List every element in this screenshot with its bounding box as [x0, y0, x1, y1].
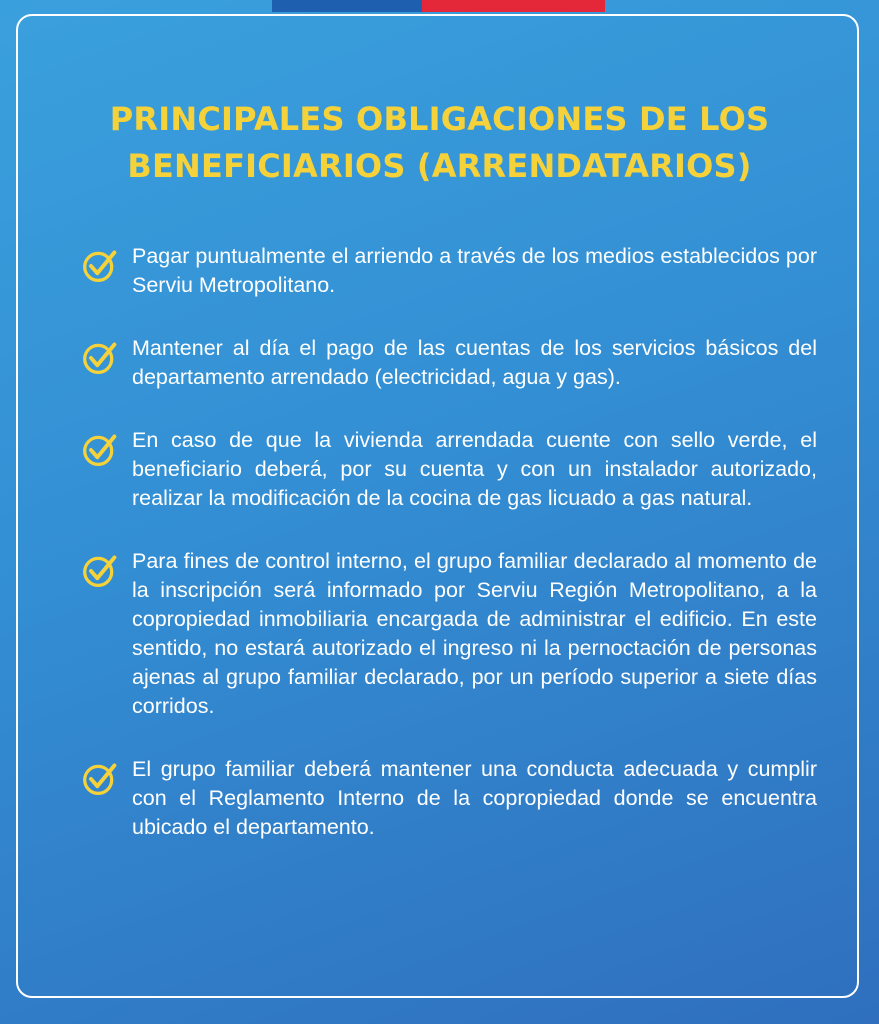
check-circle-icon [82, 432, 118, 468]
top-bar-blue-segment [272, 0, 422, 12]
list-item [82, 334, 817, 392]
list-item [82, 547, 817, 721]
list-item [82, 242, 817, 300]
check-circle-icon [82, 248, 118, 284]
page-title: PRINCIPALES OBLIGACIONES DE LOS BENEFICIARIOS (ARRENDATARIOS) [109, 100, 770, 185]
list-item [82, 755, 817, 842]
check-circle-icon [82, 553, 118, 589]
list-item-text: Mantener al día el pago de las cuentas de los servicios básicos del departamento arrendado (electricidad, agua y gas). [132, 336, 817, 389]
list-item-text: En caso de que la vivienda arrendada cuente con sello verde, el beneficiario deberá, por su cuenta y con un instalador autorizado, realizar la modificación de la cocina de gas licuado a gas natural. [132, 428, 817, 510]
top-color-bar [272, 0, 605, 12]
list-item [82, 426, 817, 513]
obligations-list [82, 242, 817, 842]
top-bar-red-segment [422, 0, 605, 12]
list-item-text: El grupo familiar deberá mantener una conducta adecuada y cumplir con el Reglamento Interno de la copropiedad donde se encuentra ubicado el departamento. [132, 757, 817, 839]
list-item-text: Pagar puntualmente el arriendo a través de los medios establecidos por Serviu Metropolitano. [132, 244, 817, 297]
check-circle-icon [82, 340, 118, 376]
check-circle-icon [82, 761, 118, 797]
list-item-text: Para fines de control interno, el grupo familiar declarado al momento de la inscripción será informado por Serviu Región Metropolitano, a la copropiedad inmobiliaria encargada de administrar el edificio. En este sentido, no estará autorizado el ingreso ni la pernoctación de personas ajenas al grupo familiar declarado, por un período superior a siete días corridos. [132, 549, 817, 718]
